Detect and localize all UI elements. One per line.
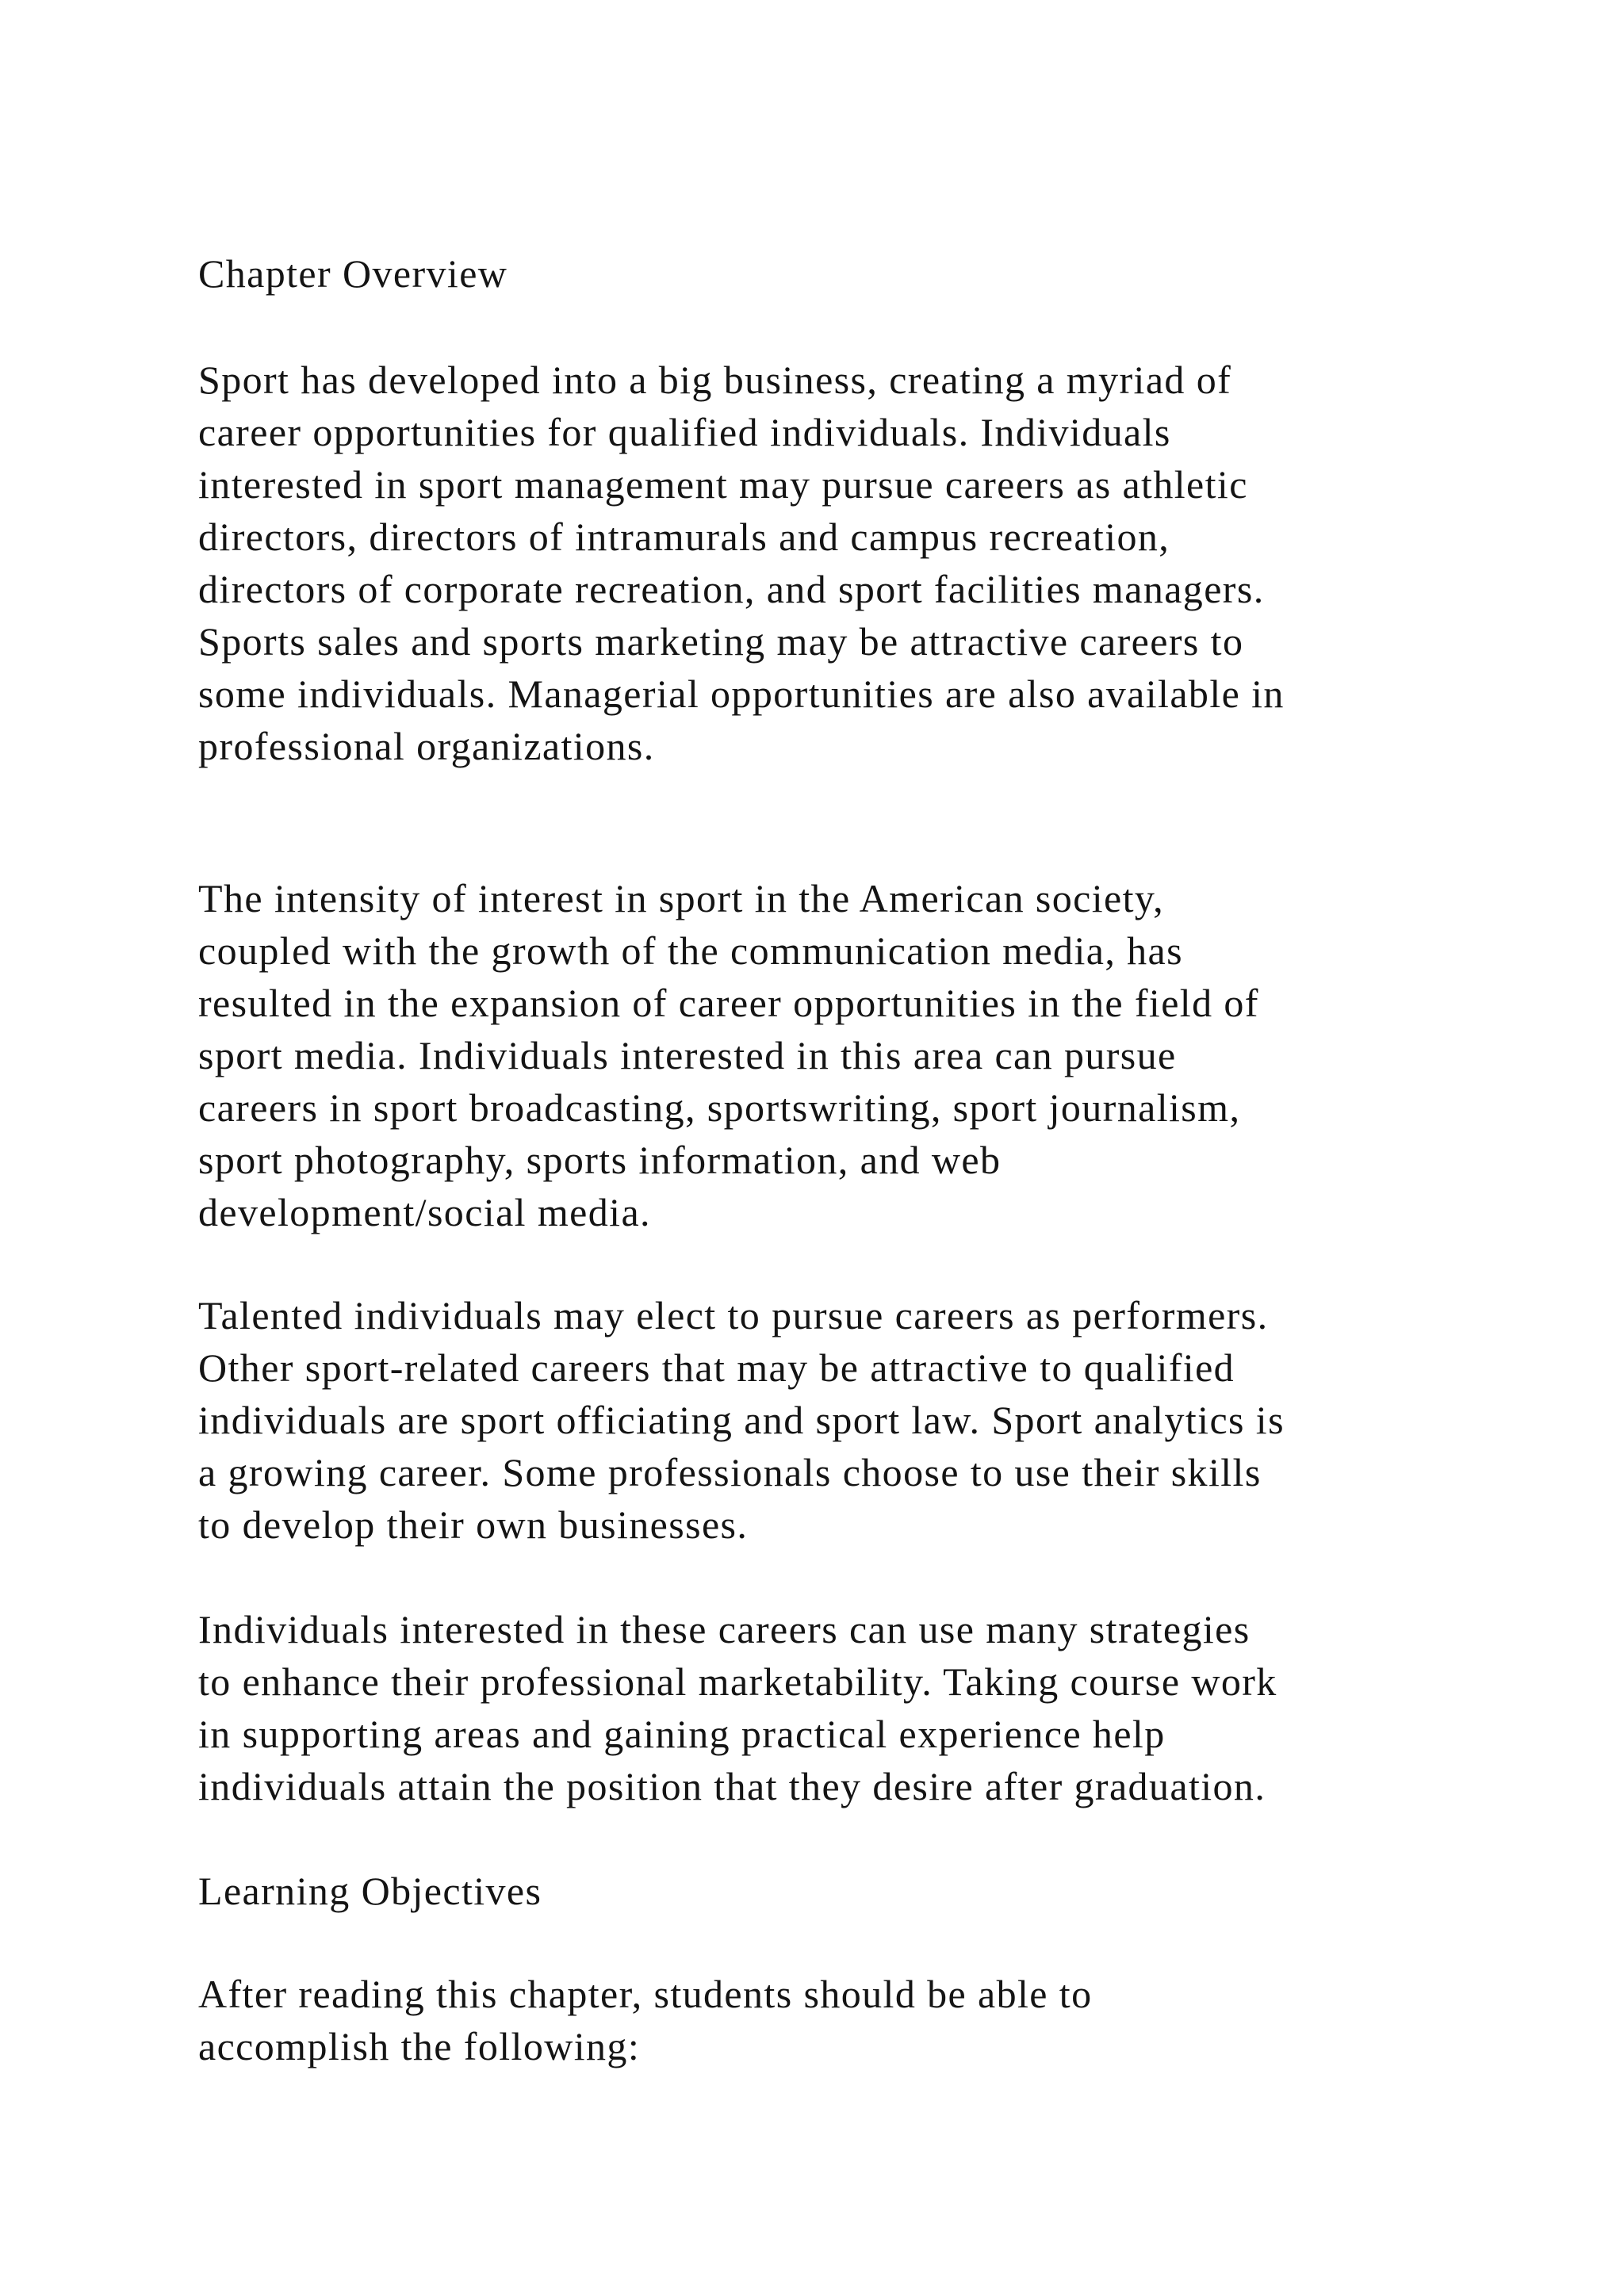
overview-paragraph-1: Sport has developed into a big business, creating a myriad of career opportunities for qualified individuals. Individuals interested in sport management may pursue careers as athletic directors, directors of intramurals and campus recreation, directors of corporate recreation, and sport facilities managers. Sports sales and sports marketing may be attractive careers to some individuals. Managerial opportunities are also available in professional organizations.: [198, 358, 1285, 768]
learning-objectives-heading: Learning Objectives: [198, 1869, 542, 1913]
overview-paragraph-4: Individuals interested in these careers can use many strategies to enhance their professional marketability. Taking course work in supporting areas and gaining practical experience help individuals attain the position that they desire after graduation.: [198, 1607, 1277, 1808]
objectives-intro-paragraph: After reading this chapter, students should be able to accomplish the following:: [198, 1972, 1093, 2068]
overview-paragraph-3: Talented individuals may elect to pursue careers as performers. Other sport-related careers that may be attractive to qualified individuals are sport officiating and sport law. Sport analytics is a growing career. Some professionals choose to use their skills to develop their own businesses.: [198, 1293, 1285, 1547]
chapter-overview-heading: Chapter Overview: [198, 251, 508, 296]
overview-paragraph-2: The intensity of interest in sport in the American society, coupled with the growth of the communication media, has resulted in the expansion of career opportunities in the field of sport media. Individuals interested in this area can pursue careers in sport broadcasting, sportswriting, sport journalism, sport photography, sports information, and web development/social media.: [198, 876, 1259, 1234]
